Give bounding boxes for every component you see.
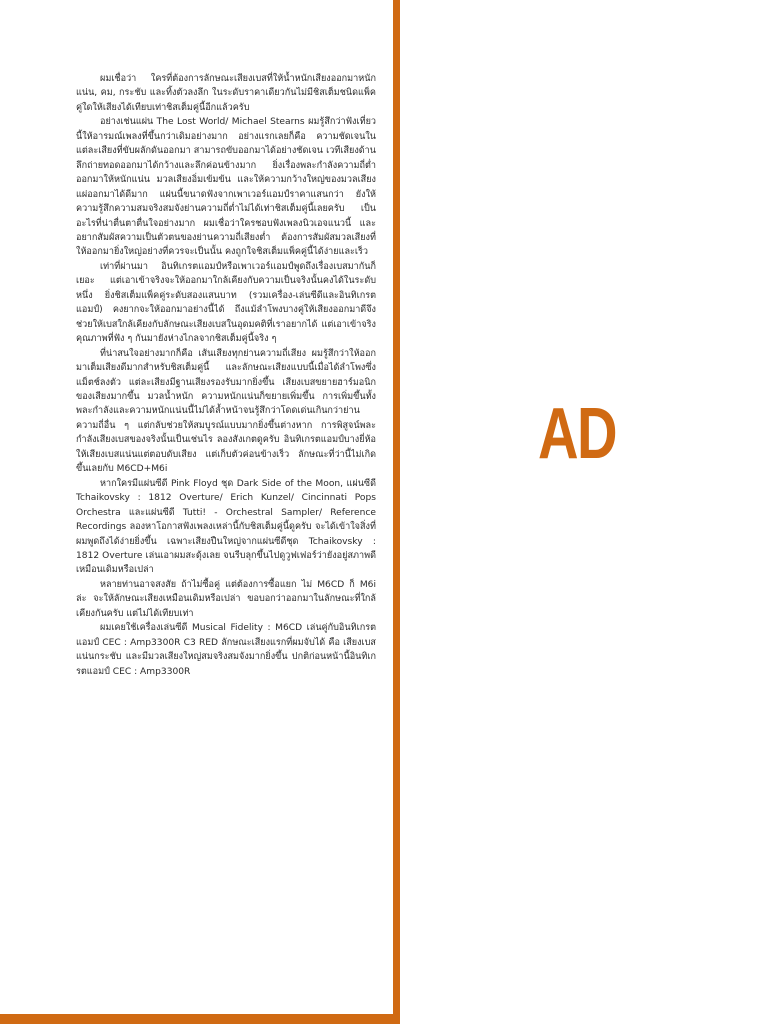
paragraph: ผมเคยใช้เครื่องเล่นซีดี Musical Fidelity : M6CD เล่นคู่กับอินทิเกรตแอมป์ CEC : Amp3300R C3 RED ลักษณะเสียงแรกที่ผมจับได้ คือ เสียงเบสแน่นกระชับ และมีมวลเสียงใหญ่สมจริงสมจังมากยิ่งขึ้น ปกติก่อนหน้านี้อินทิเกรตแอมป์ CEC : Amp3300R	[76, 623, 376, 677]
orange-divider-bar	[393, 0, 400, 1024]
paragraph: อย่างเช่นแผ่น The Lost World/ Michael Stearns ผมรู้สึกว่าฟังเที่ยวนี้ให้อารมณ์เพลงที่ขึ้นกว่าเดิมอย่างมาก อย่างแรกเลยก็คือ ความชัดเจนในแต่ละเสียงที่ขับผลักดันออกมา สามารถขับออกมาได้อย่างชัดเจน เวทีเสียงด้านลึกถ่ายทอดออกมาได้กว้างและลึกค่อนข้างมาก ยิ่งเรื่องพละกำลังความถี่ต่ำออกมาให้หนักแน่น มวลเสียงอิ่มเข้มข้น และให้ความกว้างใหญ่ของมวลเสียงแผ่ออกมาได้ดีมาก แผ่นนี้ขนาดฟังจากเพาเวอร์แอมป์ราคาแสนกว่า ยังให้ความรู้สึกความสมจริงสมจังย่านความถี่ต่ำไม่ได้เท่าชิสเต็มคู่นี้เลยครับ เป็นอะไรที่น่าตื่นตาตื่นใจอย่างมาก ผมเชื่อว่าใครชอบฟังเพลงนิวเอจแนวนี้ และอยากสัมผัสความเป็นตัวตนของย่านความถี่เสียงต่ำ ต้องการสัมผัสมวลเสียงที่ให้ออกมายิ่งใหญ่อย่างที่ควรจะเป็นนั้น คงถูกใจชิสเต็มแพ็คคู่นี้ได้ง่ายและเร็ว	[76, 117, 376, 258]
article-column	[76, 72, 376, 679]
paragraph: เท่าที่ผ่านมา อินทิเกรตแอมป์หรือเพาเวอร์แอมป์พูดถึงเรื่องเบสมากันก็เยอะ แต่เอาเข้าจริงจะให้ออกมาใกล้เคียงกับความเป็นจริงนั้นคงได้ในระดับหนึ่ง ยิ่งชิสเต็มแพ็คคู่ระดับสองแสนบาท (รวมเครื่อง-เล่นซีดีและอินทิเกรตแอมป์) คงยากจะให้ออกมาอย่างนี้ได้ ถึงแม้ลำโพงบางคู่ให้เสียงออกมาดีจึงช่วยให้เบสใกล้เคียงกับลักษณะเสียงเบสในอุดมคติที่เราอยากได้ แต่เอาเข้าจริงคุณภาพที่ฟัง ๆ กันมายังห่างไกลจากชิสเต็มคู่นี้จริง ๆ	[76, 261, 376, 345]
paragraph: หลายท่านอาจสงสัย ถ้าไม่ซื้อคู่ แต่ต้องการซื้อแยก ไม่ M6CD ก็ M6i ล่ะ จะให้ลักษณะเสียงเหมือนเดิมหรือเปล่า ขอบอกว่าออกมาในลักษณะที่ใกล้เคียงกันครับ แต่ไม่ได้เทียบเท่า	[76, 579, 376, 619]
paragraph: หากใครมีแผ่นซีดี Pink Floyd ชุด Dark Side of the Moon, แผ่นซีดี Tchaikovsky : 1812 Overture/ Erich Kunzel/ Cincinnati Pops Orchestra และแผ่นซีดี Tutti! - Orchestral Sampler/ Reference Recordings ลองหาโอกาสฟังเพลงเหล่านี้กับชิสเต็มคู่นี้ดูครับ จะได้เข้าใจสิ่งที่ผมพูดถึงได้ง่ายยิ่งขึ้น เฉพาะเสียงปืนใหญ่จากแผ่นซีดีชุด Tchaikovsky : 1812 Overture เล่นเอาผมสะดุ้งเลย จนรีบลุกขึ้นไปดูวูฟเฟอร์ว่ายังอยู่สภาพดีเหมือนเดิมหรือเปล่า	[76, 478, 376, 576]
ad-placeholder-label: AD	[538, 394, 616, 474]
paragraph: ที่น่าสนใจอย่างมากก็คือ เส้นเสียงทุกย่านความถี่เสียง ผมรู้สึกว่าให้ออกมาเต็มเสียงดีมากสำหรับชิสเต็มคู่นี้ และลักษณะเสียงแบบนี้เมื่อได้ลำโพงซึ่งแม็ตช์ลงตัว แต่ละเสียงมีฐานเสียงรองรับมากยิ่งขึ้น เสียงเบสขยายฮาร์มอนิก ของเสียงมากขึ้น มวลน้ำหนัก ความหนักแน่นก็ขยายเพิ่มขึ้น การเพิ่มขึ้นทั้งพละกำลังและความหนักแน่นนี้ไม่ได้ล้ำหน้าจนรู้สึกว่าโดดเด่นเกินกว่าย่านความถี่อื่น ๆ แต่กลับช่วยให้สมบูรณ์แบบมากยิ่งขึ้นต่างหาก การพิสูจน์พละกำลังเสียงเบสของจริงนั้นเป็นเช่นไร ลองสังเกตดูครับ อินทิเกรตแอมป์บางยี่ห้อให้เสียงเบสแน่นแต่ตอบดับเสียง แต่เก็บตัวค่อนข้างเร็ว ลักษณะที่ว่านี้ไม่เกิดขึ้นเลยกับ M6CD+M6i	[76, 348, 376, 475]
orange-footer-bar	[0, 1014, 400, 1024]
paragraph: ผมเชื่อว่า ใครที่ต้องการลักษณะเสียงเบสที่ให้น้ำหนักเสียงออกมาหนักแน่น, คม, กระชับ และทิ้งตัวลงลึก ในระดับราคาเดียวกันไม่มีชิสเต็มชนิดแพ็คคู่ใดให้เสียงได้เทียบเท่าชิสเต็มคู่นี้อีกแล้วครับ	[76, 74, 376, 113]
